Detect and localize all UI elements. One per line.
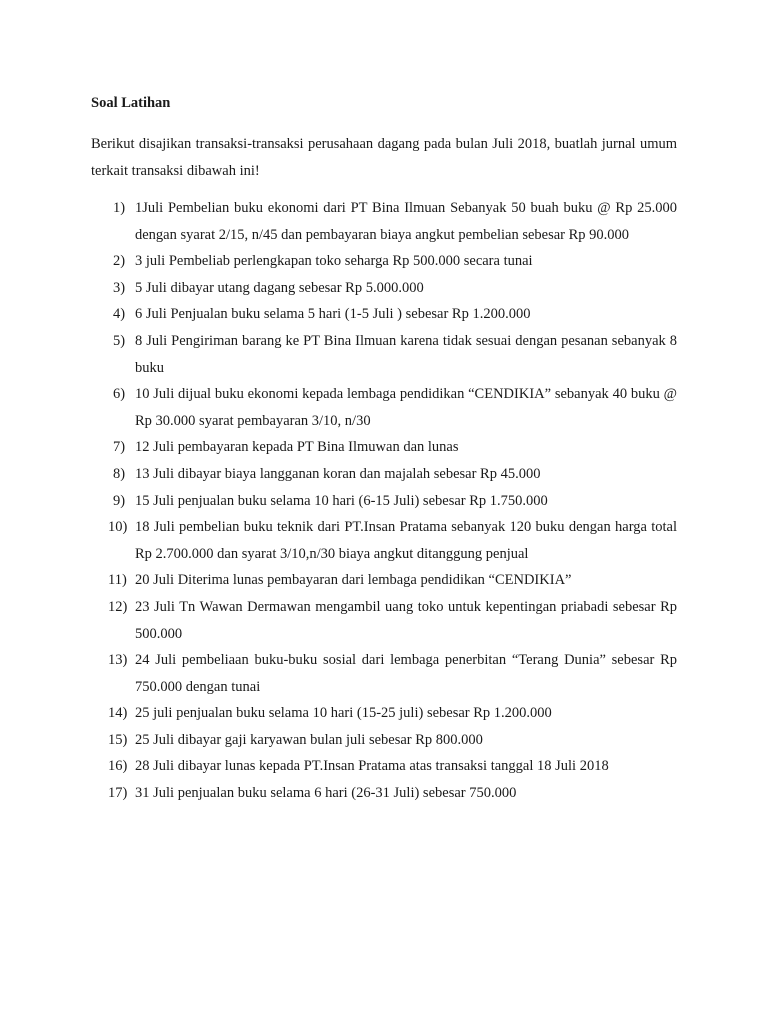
item-number: 8): [113, 465, 126, 482]
item-number: 6): [113, 386, 126, 403]
list-item: [91, 275, 677, 302]
list-item: [91, 381, 677, 434]
item-text: 5 Juli dibayar utang dagang sebesar Rp 5.000.000: [135, 279, 424, 296]
item-number: 2): [113, 253, 126, 270]
item-text: 31 Juli penjualan buku selama 6 hari (26-31 Juli) sebesar 750.000: [135, 785, 517, 802]
list-item: [91, 567, 677, 594]
item-number: 17): [108, 785, 128, 802]
list-item: [91, 488, 677, 515]
item-number: 10): [108, 519, 128, 536]
item-text: 3 juli Pembeliab perlengkapan toko seharga Rp 500.000 secara tunai: [135, 253, 533, 270]
item-text: 18 Juli pembelian buku teknik dari PT.Insan Pratama sebanyak 120 buku dengan harga total Rp 2.700.000 dan syarat 3/10,n/30 biaya angkut ditanggung penjual: [135, 519, 677, 562]
item-text: 12 Juli pembayaran kepada PT Bina Ilmuwan dan lunas: [135, 439, 459, 456]
item-text: 15 Juli penjualan buku selama 10 hari (6-15 Juli) sebesar Rp 1.750.000: [135, 492, 548, 509]
item-text: 24 Juli pembeliaan buku-buku sosial dari lembaga penerbitan “Terang Dunia” sebesar Rp 750.000 dengan tunai: [135, 652, 677, 695]
list-item: [91, 328, 677, 381]
item-text: 13 Juli dibayar biaya langganan koran dan majalah sebesar Rp 45.000: [135, 465, 541, 482]
list-item: [91, 780, 677, 807]
list-item: [91, 461, 677, 488]
item-number: 14): [108, 705, 128, 722]
item-number: 3): [113, 279, 126, 296]
intro-paragraph: Berikut disajikan transaksi-transaksi perusahaan dagang pada bulan Juli 2018, buatlah jurnal umum terkait transaksi dibawah ini!: [91, 136, 677, 179]
list-item: [91, 700, 677, 727]
item-text: 25 juli penjualan buku selama 10 hari (15-25 juli) sebesar Rp 1.200.000: [135, 705, 552, 722]
item-number: 12): [108, 598, 128, 615]
item-number: 5): [113, 332, 126, 349]
list-item: [91, 727, 677, 754]
item-text: 6 Juli Penjualan buku selama 5 hari (1-5 Juli ) sebesar Rp 1.200.000: [135, 306, 531, 323]
item-text: 23 Juli Tn Wawan Dermawan mengambil uang toko untuk kepentingan priabadi sebesar Rp 500.000: [135, 598, 677, 642]
item-text: 10 Juli dijual buku ekonomi kepada lembaga pendidikan “CENDIKIA” sebanyak 40 buku @ Rp 30.000 syarat pembayaran 3/10, n/30: [135, 386, 677, 429]
list-item: [91, 434, 677, 461]
item-text: 8 Juli Pengiriman barang ke PT Bina Ilmuan karena tidak sesuai dengan pesanan sebanyak 8 buku: [135, 332, 677, 376]
item-number: 9): [113, 492, 126, 509]
item-number: 1): [113, 200, 126, 216]
item-text: 1Juli Pembelian buku ekonomi dari PT Bina Ilmuan Sebanyak 50 buah buku @ Rp 25.000 dengan syarat 2/15, n/45 dan pembayaran biaya angkut pembelian sebesar Rp 90.000: [135, 200, 677, 243]
list-item: [91, 195, 677, 248]
list-item: [91, 514, 677, 567]
list-item: [91, 594, 677, 647]
item-number: 4): [113, 306, 126, 323]
item-number: 16): [108, 758, 128, 775]
item-number: 13): [108, 652, 128, 669]
item-text: 20 Juli Diterima lunas pembayaran dari lembaga pendidikan “CENDIKIA”: [135, 572, 572, 589]
item-number: 11): [108, 572, 127, 589]
list-item: [91, 248, 677, 275]
document-title: Soal Latihan: [91, 95, 171, 111]
item-number: 7): [113, 439, 126, 456]
item-text: 28 Juli dibayar lunas kepada PT.Insan Pratama atas transaksi tanggal 18 Juli 2018: [135, 758, 609, 775]
item-number: 15): [108, 731, 128, 748]
list-item: [91, 647, 677, 700]
list-item: [91, 301, 677, 328]
list-item: [91, 753, 677, 780]
item-text: 25 Juli dibayar gaji karyawan bulan juli sebesar Rp 800.000: [135, 731, 483, 748]
transaction-list: [91, 195, 677, 807]
